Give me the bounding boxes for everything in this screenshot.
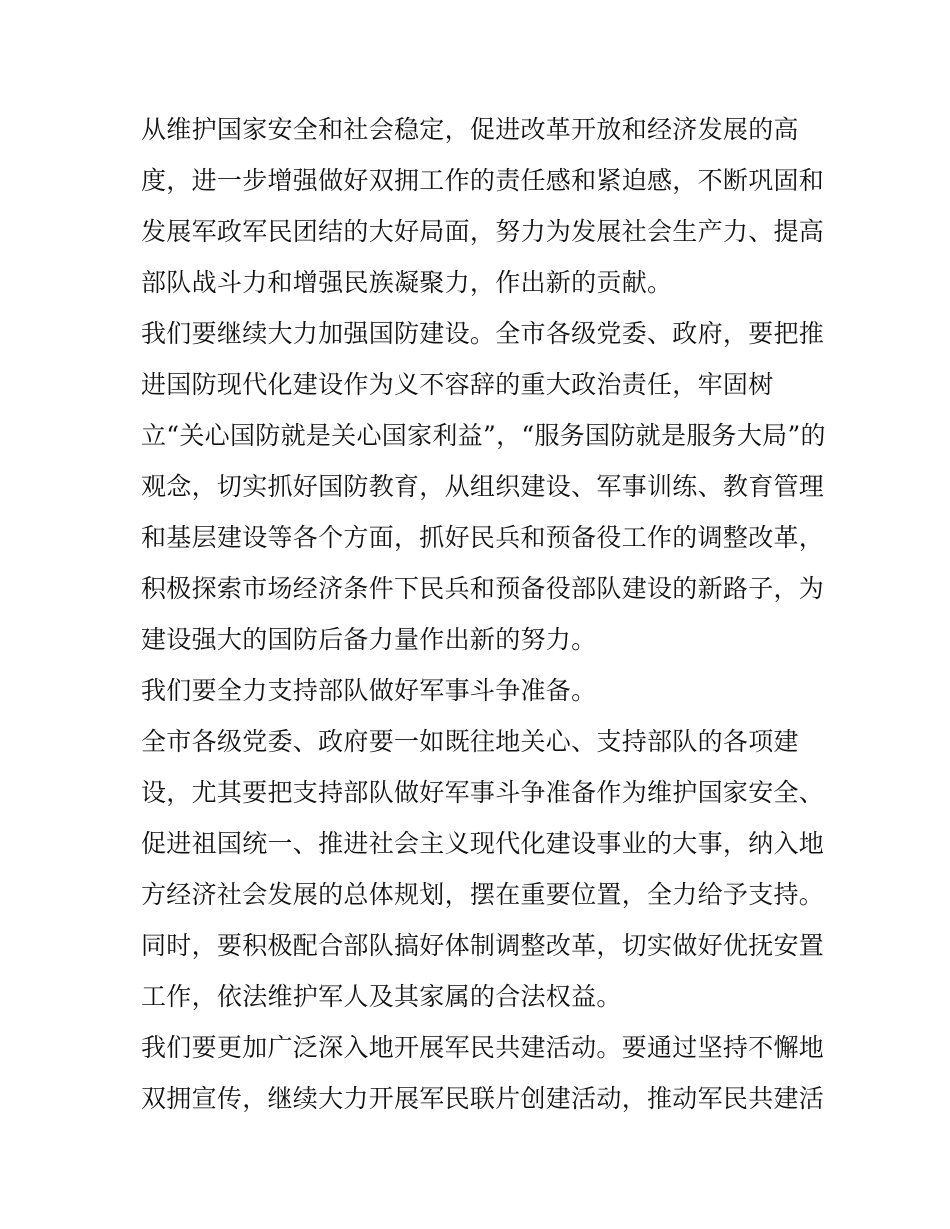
text-line: 立“关心国防就是关心国家利益”，“服务国防就是服务大局”的 — [141, 421, 826, 450]
text-line: 积极探索市场经济条件下民兵和预备役部队建设的新路子，为 — [141, 574, 825, 603]
text-line: 全市各级党委、政府要一如既往地关心、支持部队的各项建 — [141, 727, 799, 756]
text-line: 方经济社会发展的总体规划，摆在重要位置，全力给予支持。 — [141, 880, 825, 909]
document-body — [141, 104, 826, 1124]
text-line: 双拥宣传，继续大力开展军民联片创建活动，推动军民共建活 — [141, 1084, 825, 1113]
text-line: 工作，依法维护军人及其家属的合法权益。 — [141, 982, 622, 1011]
text-line: 同时，要积极配合部队搞好体制调整改革，切实做好优抚安置 — [141, 931, 825, 960]
text-line: 部队战斗力和增强民族凝聚力，作出新的贡献。 — [141, 268, 673, 297]
text-line: 观念，切实抓好国防教育，从组织建设、军事训练、教育管理 — [141, 472, 825, 501]
text-line: 促进祖国统一、推进社会主义现代化建设事业的大事，纳入地 — [141, 829, 825, 858]
text-line: 发展军政军民团结的大好局面，努力为发展社会生产力、提高 — [141, 217, 825, 246]
text-line: 从维护国家安全和社会稳定，促进改革开放和经济发展的高 — [141, 115, 799, 144]
text-line: 我们要更加广泛深入地开展军民共建活动。要通过坚持不懈地 — [141, 1033, 825, 1062]
text-line: 设，尤其要把支持部队做好军事斗争准备作为维护国家安全、 — [141, 778, 825, 807]
text-line: 和基层建设等各个方面，抓好民兵和预备役工作的调整改革， — [141, 523, 825, 552]
text-line: 进国防现代化建设作为义不容辞的重大政治责任，牢固树 — [141, 370, 774, 399]
text-line: 度，进一步增强做好双拥工作的责任感和紧迫感，不断巩固和 — [141, 166, 825, 195]
text-line: 我们要继续大力加强国防建设。全市各级党委、政府，要把推 — [141, 319, 825, 348]
text-line: 建设强大的国防后备力量作出新的努力。 — [141, 625, 597, 654]
text-line: 我们要全力支持部队做好军事斗争准备。 — [141, 676, 597, 705]
